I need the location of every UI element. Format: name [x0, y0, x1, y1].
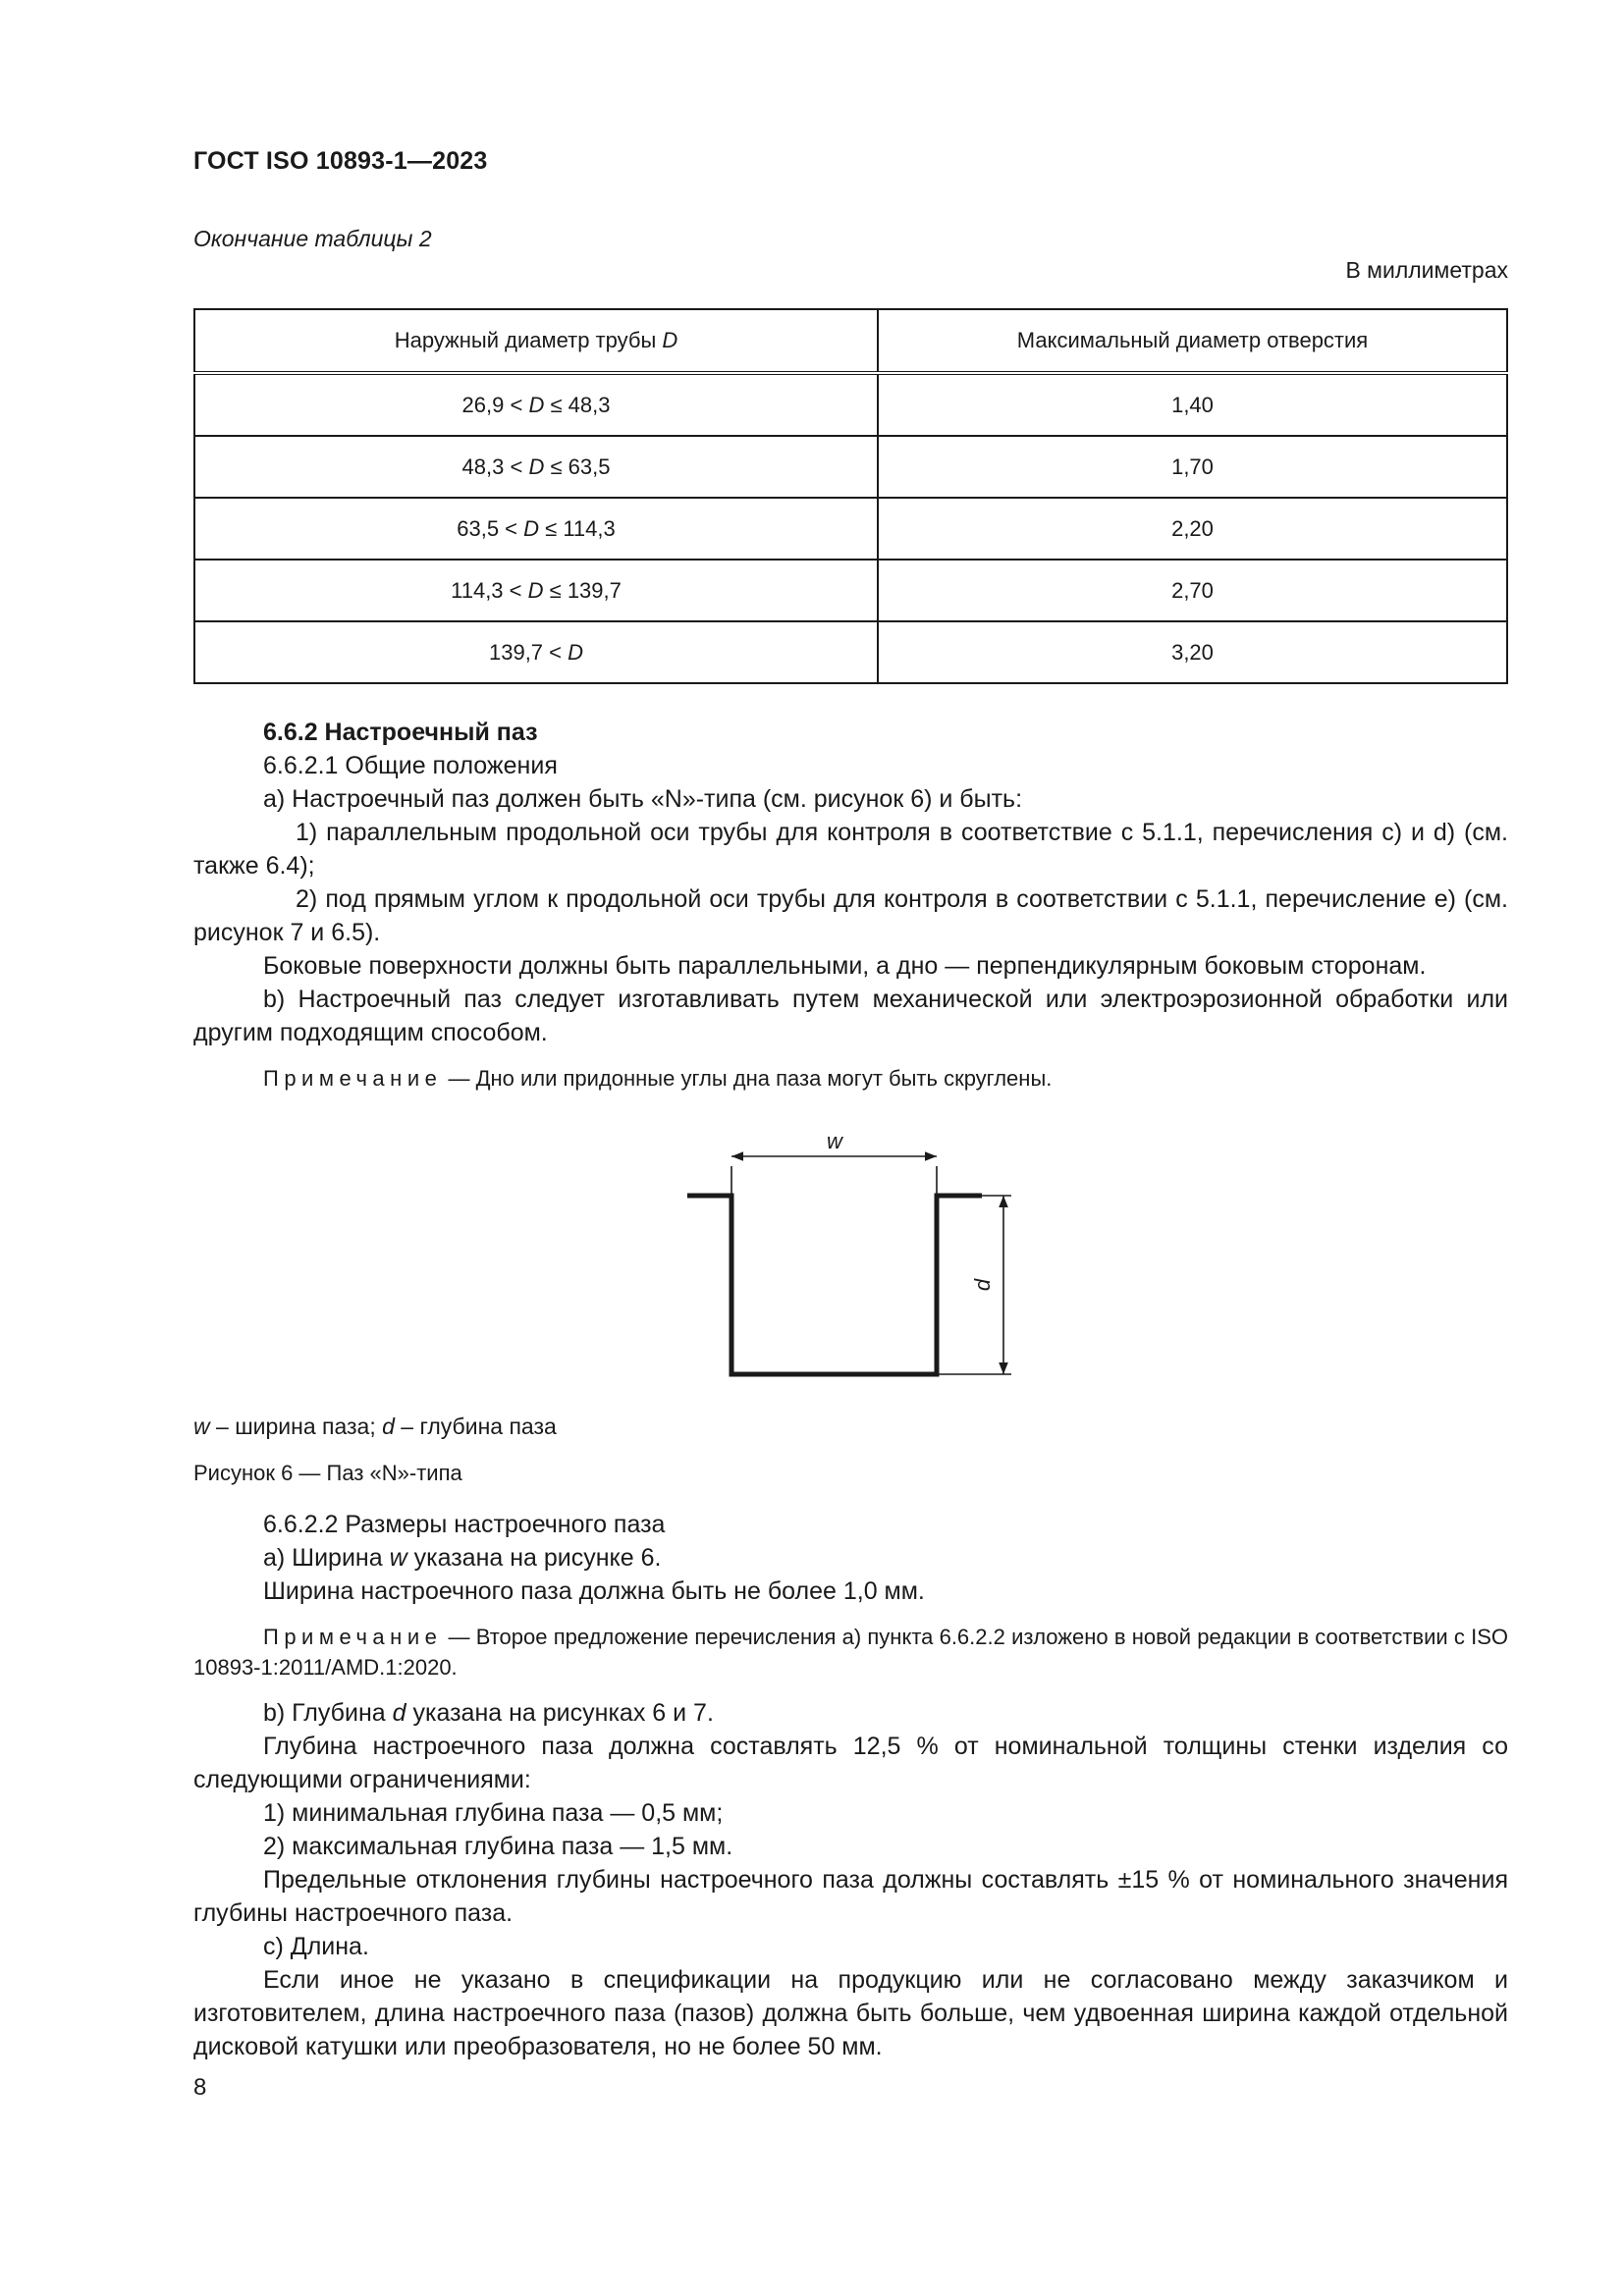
paragraph-length: Если иное не указано в спецификации на продукцию или не согласовано между заказчиком и изготовителем, длина настроечного паза (пазов) должна быть больше, чем удвоенная ширина каждой отдельной дисковой катушки или преобразователя, но не более 50 мм.	[193, 1966, 1508, 2060]
column-header-hole-diameter: Максимальный диаметр отверстия	[878, 309, 1507, 373]
list-item-depth	[193, 1696, 1508, 1730]
list-item-depth-max: 2) максимальная глубина паза — 1,5 мм.	[263, 1833, 733, 1860]
legend-w-symbol: w	[193, 1414, 210, 1439]
column-header-variable: D	[662, 328, 678, 352]
range-start: 48,3 <	[461, 454, 529, 479]
range-end: ≤ 48,3	[544, 392, 611, 417]
diameter-range-cell	[194, 498, 878, 560]
range-start: 26,9 <	[461, 392, 529, 417]
range-variable: D	[528, 392, 545, 417]
range-variable: D	[527, 577, 544, 603]
range-end: ≤ 139,7	[543, 577, 622, 603]
legend-d-text: – глубина паза	[394, 1414, 557, 1439]
note-label: Примечание	[263, 1066, 443, 1091]
max-hole-diameter-cell: 2,70	[878, 560, 1507, 621]
table-row	[194, 621, 1507, 683]
note-text: — Второе предложение перечисления a) пункта 6.6.2.2 изложено в новой редакции в соответствии с ISO 10893-1:2011/AMD.1:2020.	[193, 1625, 1508, 1680]
list-item-a: a) Настроечный паз должен быть «N»-типа (см. рисунок 6) и быть:	[263, 785, 1023, 813]
note-2	[193, 1622, 1508, 1682]
notch-profile	[687, 1196, 982, 1374]
diameter-table	[193, 308, 1508, 684]
width-text-end: указана на рисунке 6.	[406, 1544, 662, 1572]
section-heading: 6.6.2 Настроечный паз	[263, 719, 538, 746]
list-item-b: b) Настроечный паз следует изготавливать путем механической или электроэрозионной обработки или другим подходящим способом.	[193, 986, 1508, 1046]
depth-text-end: указана на рисунках 6 и 7.	[406, 1699, 714, 1727]
diameter-range-cell	[194, 436, 878, 498]
subsection-heading: 6.6.2.2 Размеры настроечного паза	[263, 1511, 666, 1538]
depth-variable: d	[392, 1699, 406, 1727]
column-header-outer-diameter	[194, 309, 878, 373]
legend-w-text: – ширина паза;	[209, 1414, 383, 1439]
paragraph-side-surfaces: Боковые поверхности должны быть параллельными, а дно — перпендикулярным боковым сторонам.	[263, 952, 1427, 980]
width-variable: w	[389, 1544, 407, 1572]
document-header: ГОСТ ISO 10893-1—2023	[193, 147, 488, 175]
figure-legend-block	[193, 1410, 1508, 1490]
list-item-length: c) Длина.	[263, 1933, 369, 1960]
figure-caption: Рисунок 6 — Паз «N»-типа	[193, 1461, 462, 1485]
note-1	[193, 1063, 1508, 1094]
paragraph-depth: Глубина настроечного паза должна составлять 12,5 % от номинальной толщины стенки изделия со следующими ограничениями:	[193, 1733, 1508, 1793]
range-end: ≤ 114,3	[539, 515, 616, 541]
range-start: 114,3 <	[451, 577, 528, 603]
range-start: 63,5 <	[457, 515, 524, 541]
table-row	[194, 436, 1507, 498]
figure-legend	[193, 1410, 1508, 1443]
section-6-6-2	[193, 716, 1508, 1094]
subsection-heading: 6.6.2.1 Общие положения	[263, 752, 558, 779]
table-header-row	[194, 309, 1507, 373]
list-item-width	[193, 1541, 1508, 1575]
paragraph-width-max: Ширина настроечного паза должна быть не более 1,0 мм.	[263, 1577, 925, 1605]
range-variable: D	[528, 454, 545, 479]
range-start: 139,7 <	[488, 639, 568, 665]
note-label: Примечание	[263, 1625, 443, 1649]
diameter-range-cell	[194, 560, 878, 621]
table-row	[194, 498, 1507, 560]
range-variable: D	[523, 515, 540, 541]
width-text-start: a) Ширина	[263, 1544, 390, 1572]
figure-n-notch	[677, 1127, 1031, 1388]
legend-d-symbol: d	[382, 1414, 395, 1439]
range-end: ≤ 63,5	[544, 454, 611, 479]
column-header-text: Наружный диаметр трубы	[394, 328, 663, 352]
depth-label: d	[970, 1278, 995, 1292]
diameter-range-cell	[194, 373, 878, 436]
list-item-depth-min: 1) минимальная глубина паза — 0,5 мм;	[263, 1799, 724, 1827]
table-row	[194, 373, 1507, 436]
depth-text-start: b) Глубина	[263, 1699, 393, 1727]
table-units: В миллиметрах	[1345, 257, 1508, 283]
table-caption: Окончание таблицы 2	[193, 226, 432, 251]
max-hole-diameter-cell: 1,70	[878, 436, 1507, 498]
paragraph-tolerance: Предельные отклонения глубины настроечного паза должны составлять ±15 % от номинального значения глубины настроечного паза.	[193, 1866, 1508, 1927]
table-row	[194, 560, 1507, 621]
max-hole-diameter-cell: 1,40	[878, 373, 1507, 436]
note-text: — Дно или придонные углы дна паза могут быть скруглены.	[442, 1066, 1053, 1091]
max-hole-diameter-cell: 3,20	[878, 621, 1507, 683]
range-variable: D	[568, 639, 584, 665]
diameter-range-cell	[194, 621, 878, 683]
list-item-1: 1) параллельным продольной оси трубы для контроля в соответствие с 5.1.1, перечисления c) и d) (см. также 6.4);	[193, 819, 1508, 880]
section-6-6-2-2	[193, 1508, 1508, 2063]
page-number: 8	[193, 2074, 207, 2101]
max-hole-diameter-cell: 2,20	[878, 498, 1507, 560]
width-label: w	[827, 1129, 842, 1153]
list-item-2: 2) под прямым углом к продольной оси трубы для контроля в соответствии с 5.1.1, перечисление e) (см. рисунок 7 и 6.5).	[193, 885, 1508, 946]
